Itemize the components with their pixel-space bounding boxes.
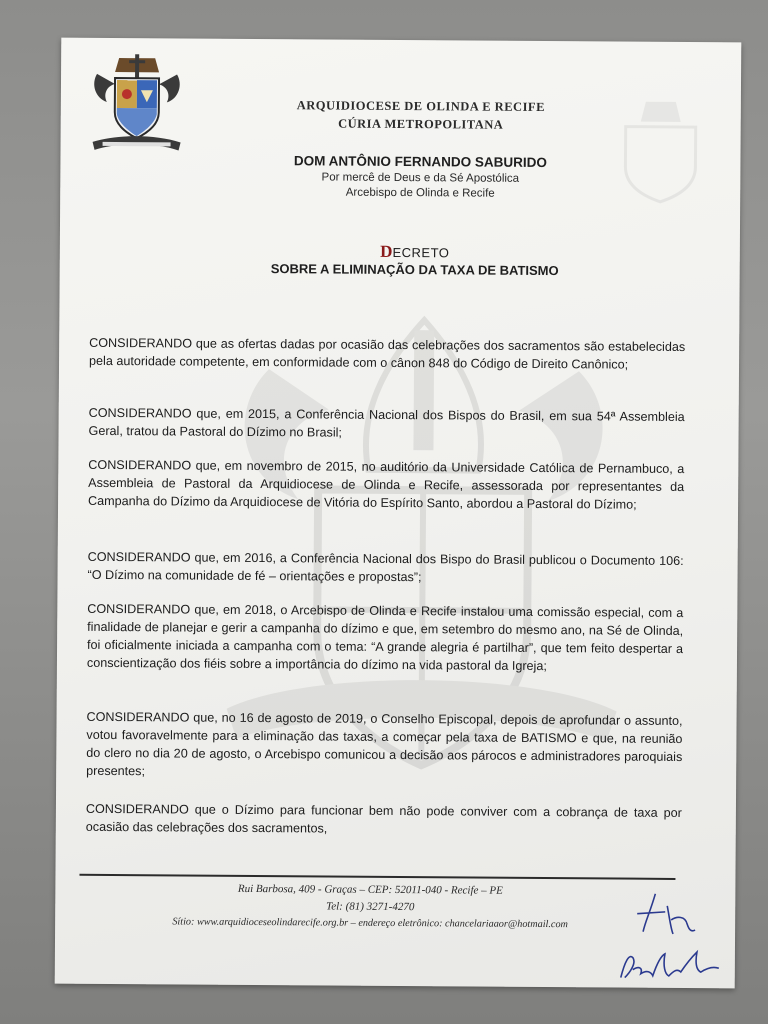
- bishop-name: DOM ANTÔNIO FERNANDO SABURIDO: [293, 153, 548, 171]
- title-rest: ECRETO: [392, 244, 450, 261]
- footer-phone: Tel: (81) 3271-4270: [326, 900, 415, 914]
- footer-site: Sítio: www.arquidioceseolindarecife.org.br – endereço eletrônico: chancelariaaor@hotmail.com: [172, 916, 568, 931]
- considerando-paragraph-3: CONSIDERANDO que, em novembro de 2015, no auditório da Universidade Católica de Pernambuco, a Assembleia de Pastoral da Arquidiocese de Olinda e Recife, assessorada por representantes da Campanha do Dízimo da Arquidiocese de Vitória do Espírito Santo, abordou a Pastoral do Dízimo;: [88, 457, 685, 512]
- bishop-subtitle-2: Arcebispo de Olinda e Recife: [345, 186, 495, 200]
- org-name-line2: CÚRIA METROPOLITANA: [338, 116, 504, 132]
- document-subtitle: SOBRE A ELIMINAÇÃO DA TAXA DE BATISMO: [270, 261, 559, 279]
- footer-address: Rui Barbosa, 409 - Graças – CEP: 52011-040 - Recife – PE: [237, 882, 503, 897]
- footer-divider: [79, 874, 675, 880]
- considerando-paragraph-6: CONSIDERANDO que, no 16 de agosto de 2019, o Conselho Episcopal, depois de aprofundar o assunto, votou favoravelmente para a eliminação das taxas, a começar pela taxa de BATISMO e que, na reunião do clero no dia 20 de agosto, o Arcebispo comunicou a decisão aos párocos e administradores paroquiais presentes;: [86, 709, 683, 779]
- considerando-paragraph-1: CONSIDERANDO que as ofertas dadas por ocasião das celebrações dos sacramentos são estabelecidas pela autoridade competente, em conformidade com o cânon 848 do Código de Direito Canônico;: [89, 335, 686, 372]
- archdiocese-coat-of-arms: [88, 54, 185, 155]
- bishop-subtitle-1: Por mercê de Deus e da Sé Apostólica: [321, 171, 520, 185]
- handwritten-signature: [615, 882, 726, 993]
- considerando-paragraph-7: CONSIDERANDO que o Dízimo para funcionar bem não pode conviver com a cobrança de taxa por ocasião das celebrações dos sacramentos,: [85, 801, 682, 836]
- considerando-paragraph-4: CONSIDERANDO que, em 2016, a Conferência Nacional dos Bispo do Brasil publicou o Documento 106: “O Dízimo na comunidade de fé – orientações e propostas”;: [87, 549, 684, 585]
- document-page: [55, 38, 742, 989]
- org-name-line1: ARQUIDIOCESE DE OLINDA E RECIFE: [296, 98, 545, 115]
- considerando-paragraph-5: CONSIDERANDO que, em 2018, o Arcebispo de Olinda e Recife instalou uma comissão especial, com a finalidade de planejar e gerir a campanha do dízimo e que, em setembro do mesmo ano, na Sé de Olinda, foi oficialmente iniciada a campanha com o tema: “A grande alegria é partilhar”, que tem feito despertar a conscientização dos fiéis sobre a importância do dízimo na vida pastoral da Igreja;: [86, 601, 684, 674]
- considerando-paragraph-2: CONSIDERANDO que, em 2015, a Conferência Nacional dos Bispos do Brasil, em sua 54ª Assembleia Geral, tratou da Pastoral do Dízimo no Brasil;: [88, 405, 685, 440]
- title-drop-letter: D: [380, 241, 393, 261]
